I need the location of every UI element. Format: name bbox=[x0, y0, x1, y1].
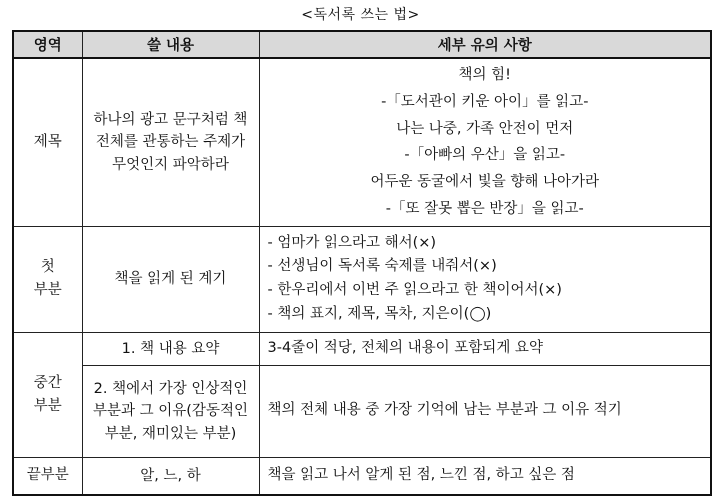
document-title: <독서록 쓰는 법> bbox=[301, 7, 420, 23]
detail-item: - 선생님이 독서록 숙제를 내줘서(×) bbox=[267, 258, 497, 275]
first-part-row bbox=[13, 226, 711, 332]
detail-line: -「아빠의 우산」을 읽고- bbox=[404, 147, 566, 164]
end-part-row bbox=[13, 457, 711, 495]
area-line: 부분 bbox=[33, 282, 62, 299]
detail-line: -「또 잘못 뽑은 반장」을 읽고- bbox=[385, 201, 584, 218]
detail-line: 나는 나중, 가족 안전이 먼저 bbox=[396, 120, 574, 137]
detail-item: - 한우리에서 이번 주 읽으라고 한 책이어서(×) bbox=[267, 282, 562, 299]
details-first-part bbox=[259, 226, 711, 332]
area-end-part: 끝부분 bbox=[13, 457, 82, 495]
area-title: 제목 bbox=[13, 58, 82, 226]
middle-part-row-2 bbox=[13, 365, 711, 457]
header-details: 세부 유의 사항 bbox=[259, 31, 711, 58]
content-impressive-part: 2. 책에서 가장 인상적인 부분과 그 이유(감동적인 부분, 재미있는 부분) bbox=[82, 365, 259, 457]
middle-part-row-1 bbox=[13, 332, 711, 365]
header-area: 영역 bbox=[13, 31, 82, 58]
content-title: 하나의 광고 문구처럼 책 전체를 관통하는 주제가 무엇인지 파악하라 bbox=[82, 58, 259, 226]
area-line: 부분 bbox=[33, 397, 62, 414]
content-end-part: 알, 느, 하 bbox=[82, 457, 259, 495]
detail-line: 책의 힘! bbox=[458, 67, 511, 83]
reading-log-guide-table bbox=[12, 30, 712, 496]
content-first-part: 책을 읽게 된 계기 bbox=[82, 226, 259, 332]
title-row bbox=[13, 58, 711, 226]
header-row bbox=[13, 31, 711, 58]
detail-line: 어두운 동굴에서 빛을 향해 나아가라 bbox=[370, 174, 600, 191]
details-title bbox=[259, 58, 711, 226]
detail-item: - 책의 표지, 제목, 목차, 지은이(◯) bbox=[267, 306, 492, 323]
area-middle-part bbox=[13, 332, 82, 457]
content-summary: 1. 책 내용 요약 bbox=[82, 332, 259, 365]
detail-line: -「도서관이 키운 아이」를 읽고- bbox=[381, 93, 589, 110]
details-summary: 3-4줄이 적당, 전체의 내용이 포함되게 요약 bbox=[259, 332, 711, 365]
details-impressive-part: 책의 전체 내용 중 가장 기억에 남는 부분과 그 이유 적기 bbox=[259, 365, 711, 457]
area-line: 중간 bbox=[33, 374, 62, 391]
details-end-part: 책을 읽고 나서 알게 된 점, 느낀 점, 하고 싶은 점 bbox=[259, 457, 711, 495]
detail-item: - 엄마가 읽으라고 해서(×) bbox=[267, 234, 437, 251]
header-content: 쓸 내용 bbox=[82, 31, 259, 58]
area-line: 첫 bbox=[40, 259, 55, 276]
area-first-part bbox=[13, 226, 82, 332]
